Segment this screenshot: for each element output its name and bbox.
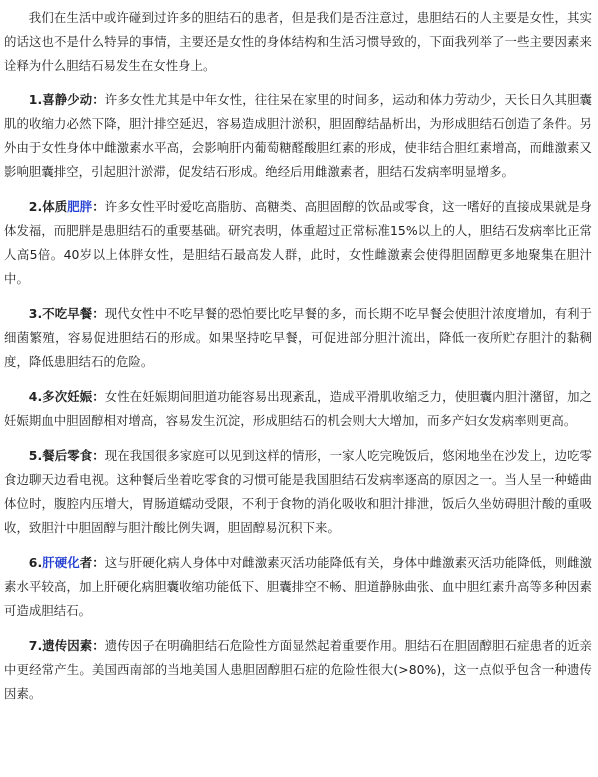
intro-paragraph: 我们在生活中或许碰到过许多的胆结石的患者，但是我们是否注意过，患胆结石的人主要是女性，其实的话这也不是什么特异的事情，主要还是女性的身体结构和生活习惯导致的，下面我列举了一些主要因素来诠释为什么胆结石易发生在女性身上。 [4, 10, 592, 73]
section-2-body: 许多女性平时爱吃高脂肪、高糖类、高胆固醇的饮品或零食，这一嗜好的直接成果就是身体发福，而肥胖是患胆结石的重要基础。研究表明，体重超过正常标准15%以上的人，胆结石发病率比正常人高5倍。40岁以上体胖女性，是胆结石最高发人群，此时，女性雌激素会使得胆固醇更多地聚集在胆汁中。 [4, 199, 593, 286]
section-2 [4, 195, 592, 291]
section-6-heading-tail: 者： [79, 555, 105, 570]
section-4-body: 女性在妊娠期间胆道功能容易出现紊乱，造成平滑肌收缩乏力，使胆囊内胆汁潴留，加之妊娠期血中胆固醇相对增高，容易发生沉淀，形成胆结石的机会则大大增加，而多产妇女发病率则更高。 [4, 389, 593, 428]
section-5-body: 现在我国很多家庭可以见到这样的情形，一家人吃完晚饭后，悠闲地坐在沙发上，边吃零食边聊天边看电视。这种餐后坐着吃零食的习惯可能是我国胆结石发病率逐高的原因之一。当人呈一种蜷曲体位时，腹腔内压增大，胃肠道蠕动受限，不利于食物的消化吸收和胆汁排泄，饭后久坐妨碍胆汁酸的重吸收，致胆汁中胆固醇与胆汁酸比例失调，胆固醇易沉积下来。 [4, 448, 593, 535]
section-4 [4, 385, 592, 433]
section-1 [4, 88, 592, 184]
section-7 [4, 634, 592, 706]
section-5 [4, 444, 592, 540]
section-3-heading: 3.不吃早餐： [28, 306, 105, 321]
link-cirrhosis[interactable]: 肝硬化 [42, 555, 80, 570]
section-2-heading-tail: ： [92, 199, 105, 214]
section-3 [4, 302, 592, 374]
section-1-heading: 1.喜静少动： [28, 92, 105, 107]
section-2-heading: 2.体质 [28, 199, 68, 214]
section-6 [4, 551, 592, 623]
section-7-body: 遗传因子在明确胆结石危险性方面显然起着重要作用。胆结石在胆固醇胆石症患者的近亲中更经常产生。美国西南部的当地美国人患胆固醇胆石症的危险性很大(>80%)，这一点似乎包含一种遗传因素。 [4, 638, 593, 701]
section-6-heading: 6. [28, 555, 43, 570]
section-6-body: 这与肝硬化病人身体中对雌激素灭活功能降低有关，身体中雌激素灭活功能降低，则雌激素水平较高，加上肝硬化病胆囊收缩功能低下、胆囊排空不畅、胆道静脉曲张、血中胆红素升高等多种因素可造成胆结石。 [4, 555, 593, 618]
section-1-body: 许多女性尤其是中年女性，往往呆在家里的时间多，运动和体力劳动少，天长日久其胆囊肌的收缩力必然下降，胆汁排空延迟，容易造成胆汁淤积，胆固醇结晶析出，为形成胆结石创造了条件。另外由于女性身体中雌激素水平高，会影响肝内葡萄糖醛酸胆红素的形成，使非结合胆红素增高，而雌激素又影响胆囊排空，引起胆汁淤滞，促发结石形成。绝经后用雌激素者，胆结石发病率明显增多。 [4, 92, 593, 179]
article [4, 6, 592, 717]
section-4-heading: 4.多次妊娠： [28, 389, 105, 404]
section-7-heading: 7.遗传因素： [28, 638, 105, 653]
link-obesity[interactable]: 肥胖 [67, 199, 93, 214]
section-3-body: 现代女性中不吃早餐的恐怕要比吃早餐的多，而长期不吃早餐会使胆汁浓度增加，有利于细菌繁殖，容易促进胆结石的形成。如果坚持吃早餐，可促进部分胆汁流出，降低一夜所贮存胆汁的黏稠度，降低患胆结石的危险。 [4, 306, 593, 369]
section-5-heading: 5.餐后零食： [28, 448, 105, 463]
